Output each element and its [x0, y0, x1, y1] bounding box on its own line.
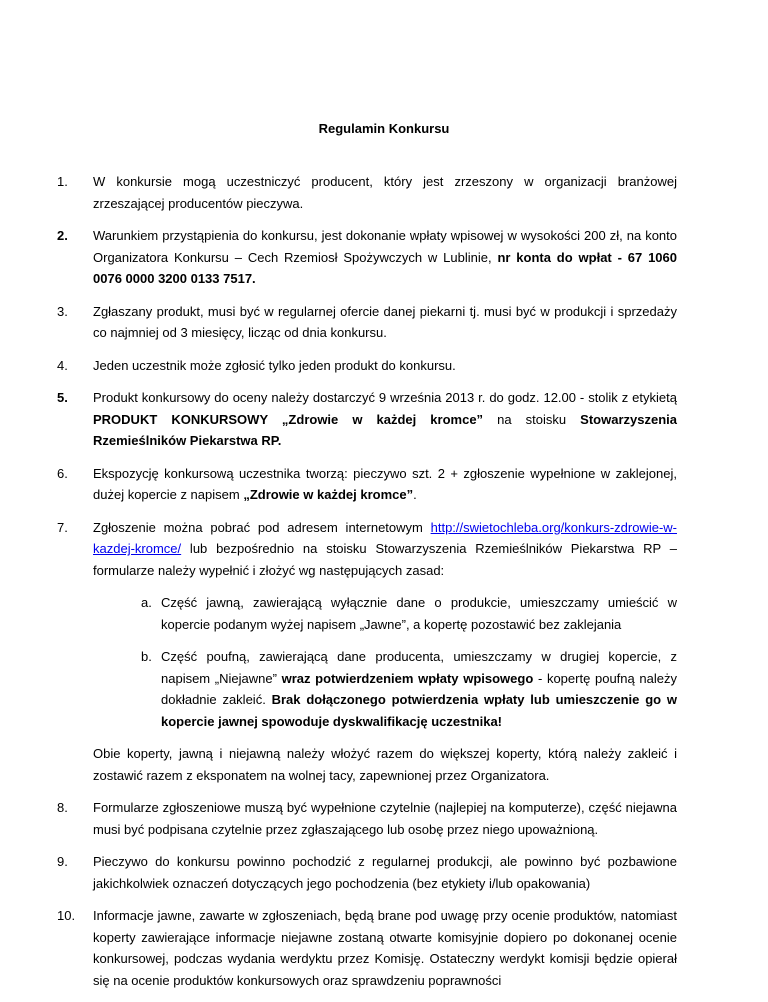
item-text: . — [413, 487, 417, 502]
item-text: Warunkiem przystąpienia do konkursu, jest dokonanie wpłaty wpisowej w wysokości 200 zł, na konto Organizatora Konkursu – Cech Rzemiosł Spożywczych w Lublinie, — [93, 228, 677, 265]
sub-list-item — [0, 592, 677, 635]
item-text: Produkt konkursowy do oceny należy dostarczyć 9 września 2013 r. do godz. 12.00 - stolik z etykietą — [93, 390, 677, 405]
item-text: Zgłaszany produkt, musi być w regularnej ofercie danej piekarni tj. musi być w produkcji i sprzedaży co najmniej od 3 miesięcy, licząc od dnia konkursu. — [93, 303, 677, 340]
envelope-instructions: Obie koperty, jawną i niejawną należy włożyć razem do większej koperty, którą należy zakleić i zostawić razem z eksponatem na wolnej tacy, zapewnionej przez Organizatora. — [93, 746, 677, 783]
item-number: 1. — [57, 174, 68, 189]
item-number: 6. — [57, 465, 68, 481]
sub-item-text: Część jawną, zawierającą wyłącznie dane o produkcie, umieszczamy umieścić w kopercie podanym wyżej napisem „Jawne”, a kopertę pozostawić bez zaklejania — [161, 595, 677, 632]
item-text: na stoisku — [483, 411, 581, 427]
list-item — [0, 225, 677, 290]
bank-account: nr konta do wpłat - 67 1060 0076 0000 3200 0133 7517. — [93, 249, 677, 286]
item-text: Jeden uczestnik może zgłosić tylko jeden produkt do konkursu. — [93, 357, 456, 373]
item-bold-text: PRODUKT KONKURSOWY „Zdrowie w każdej kromce” — [93, 411, 484, 427]
page-title: Regulamin Konkursu — [318, 121, 450, 136]
sub-item-text: Część poufną, zawierającą dane producenta, umieszczamy w drugiej kopercie, z napisem „Niejawne” — [161, 649, 677, 686]
list-item — [0, 851, 677, 894]
item-number: 8. — [57, 800, 68, 815]
item-number: 10. — [57, 908, 76, 923]
list-item — [0, 171, 677, 214]
item-bold-text: Stowarzyszenia Rzemieślników Piekarstwa RP. — [93, 411, 677, 448]
item-number: 9. — [57, 854, 68, 869]
form-download-link[interactable]: http://swietochleba.org/konkurs-zdrowie-w-kazdej-kromce/ — [93, 519, 677, 556]
list-item — [0, 905, 677, 991]
sub-item-text: - kopertę poufną należy dokładnie zakleić. — [161, 670, 677, 707]
item-bold-text: „Zdrowie w każdej kromce” — [243, 487, 414, 502]
item-number: 5. — [57, 390, 68, 405]
item-number: 4. — [57, 357, 68, 373]
item-text: Informacje jawne, zawarte w zgłoszeniach, będą brane pod uwagę przy ocenie produktów, natomiast koperty zawierające informacje niejawne zostaną otwarte komisyjnie dopiero po dokonanej ocenie konkursowej, podczas wydania werdyktu przez Komisję. Ostateczny werdykt komisji będzie opierał się na ocenie produktów konkursowych oraz sprawdzeniu poprawności — [93, 908, 677, 988]
sub-item-letter: a. — [141, 595, 152, 610]
sub-list-item — [0, 646, 677, 732]
list-item — [0, 387, 677, 452]
item-number: 3. — [57, 303, 68, 319]
item-number: 2. — [57, 228, 68, 243]
list-item — [0, 355, 677, 377]
item-text: Formularze zgłoszeniowe muszą być wypełnione czytelnie (najlepiej na komputerze), część niejawna musi być podpisana czytelnie przez zgłaszającego lub osobę przez niego upoważnioną. — [93, 800, 677, 837]
item-text: W konkursie mogą uczestniczyć producent, który jest zrzeszony w organizacji branżowej zrzeszającej producentów pieczywa. — [93, 174, 677, 211]
list-item — [0, 797, 677, 840]
sub-item-bold-text: wraz potwierdzeniem wpłaty wpisowego — [281, 670, 534, 686]
disqualification-warning: Brak dołączonego potwierdzenia wpłaty lub umieszczenie go w kopercie jawnej spowoduje dyskwalifikację uczestnika! — [161, 692, 677, 729]
list-item — [0, 301, 677, 344]
item-text: Zgłoszenie można pobrać pod adresem internetowym — [93, 519, 431, 535]
item-text: Pieczywo do konkursu powinno pochodzić z regularnej produkcji, ale powinno być pozbawione jakichkolwiek oznaczeń dotyczących jego pochodzenia (bez etykiety i/lub opakowania) — [93, 854, 677, 891]
list-item — [0, 517, 677, 582]
item-text: Ekspozycję konkursową uczestnika tworzą: pieczywo szt. 2 + zgłoszenie wypełnione w zaklejonej, dużej kopercie z napisem — [93, 465, 677, 502]
item-text: lub bezpośrednio na stoisku Stowarzyszenia Rzemieślników Piekarstwa RP – formularze należy wypełnić i złożyć wg następujących zasad: — [93, 541, 677, 578]
sub-item-letter: b. — [141, 649, 152, 664]
item-number: 7. — [57, 519, 68, 535]
rules-list — [0, 171, 768, 1002]
list-item — [0, 463, 677, 506]
